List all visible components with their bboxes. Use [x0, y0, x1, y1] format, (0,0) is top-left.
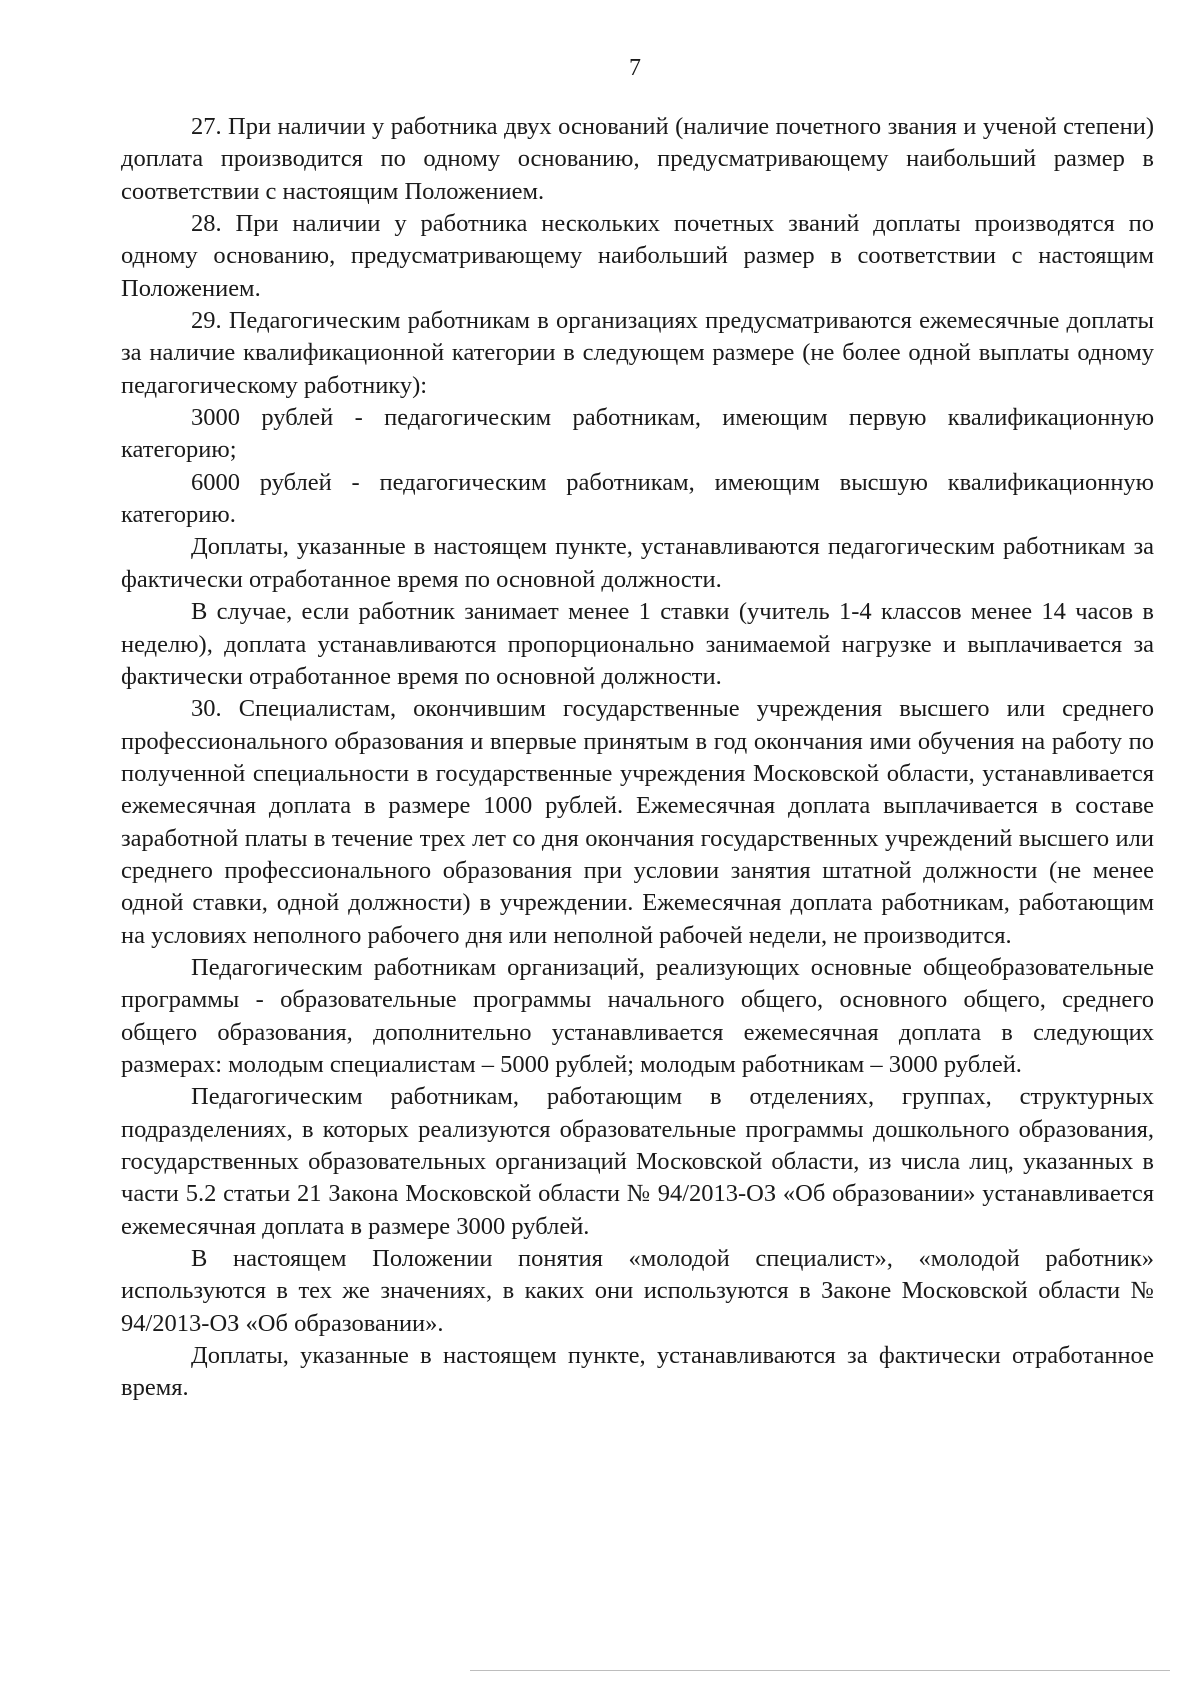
- paragraph-29-highest-category: 6000 рублей - педагогическим работникам, имеющим высшую квалификационную категорию.: [121, 468, 1154, 529]
- paragraph-28: 28. При наличии у работника нескольких почетных званий доплаты производятся по одному основанию, предусматривающему наибольший размер в соответствии с настоящим Положением.: [121, 210, 1154, 302]
- paragraph-29: 29. Педагогическим работникам в организациях предусматриваются ежемесячные доплаты за наличие квалификационной категории в следующем размере (не более одной выплаты одному педагогическому работнику):: [121, 307, 1154, 399]
- paragraph-30-worked-time: Доплаты, указанные в настоящем пункте, устанавливаются за фактически отработанное время.: [121, 1342, 1154, 1402]
- footer-rule: [470, 1670, 1170, 1671]
- paragraph-30: 30. Специалистам, окончившим государственные учреждения высшего или среднего профессионального образования и впервые принятым в год окончания ими обучения на работу по полученной специальности в государственные учреждения Московской области, устанавливается ежемесячная доплата в размере 1000 рублей. Ежемесячная доплата выплачивается в составе заработной платы в течение трех лет со дня окончания государственных учреждений высшего или среднего профессионального образования при условии занятия штатной должности (не менее одной ставки, одной должности) в учреждении. Ежемесячная доплата работникам, работающим на условиях неполного рабочего дня или неполной рабочей недели, не производится.: [121, 695, 1154, 949]
- paragraph-30-young-specialists: Педагогическим работникам организаций, реализующих основные общеобразовательные программы - образовательные программы начального общего, основного общего, среднего общего образования, дополнительно устанавливается ежемесячная доплата в следующих размерах: молодым специалистам – 5000 рублей; молодым работникам – 3000 рублей.: [121, 953, 1154, 1078]
- paragraph-27: 27. При наличии у работника двух оснований (наличие почетного звания и ученой степени) доплата производится по одному основанию, предусматривающему наибольший размер в соответствии с настоящим Положением.: [121, 113, 1154, 205]
- paragraph-29-first-category: 3000 рублей - педагогическим работникам, имеющим первую квалификационную категорию;: [121, 404, 1154, 464]
- paragraph-29-part-time: В случае, если работник занимает менее 1 ставки (учитель 1-4 классов менее 14 часов в неделю), доплата устанавливаются пропорционально занимаемой нагрузке и выплачивается за фактически отработанное время по основной должности.: [121, 598, 1154, 690]
- paragraph-30-preschool: Педагогическим работникам, работающим в отделениях, группах, структурных подразделениях, в которых реализуются образовательные программы дошкольного образования, государственных образовательных организаций Московской области, из числа лиц, указанных в части 5.2 статьи 21 Закона Московской области № 94/2013-ОЗ «Об образовании» устанавливается ежемесячная доплата в размере 3000 рублей.: [121, 1083, 1154, 1240]
- document-body: [121, 111, 1154, 1405]
- page-number: 7: [629, 55, 641, 81]
- paragraph-30-definitions: В настоящем Положении понятия «молодой специалист», «молодой работник» используются в тех же значениях, в каких они используются в Законе Московской области № 94/2013-ОЗ «Об образовании».: [121, 1245, 1154, 1337]
- paragraph-29-worked-time: Доплаты, указанные в настоящем пункте, устанавливаются педагогическим работникам за фактически отработанное время по основной должности.: [121, 533, 1154, 593]
